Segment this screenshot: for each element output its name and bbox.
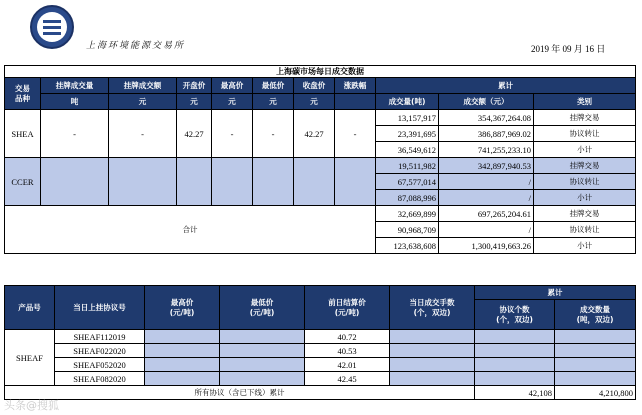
settle-price-cell: 40.53	[305, 344, 390, 358]
category-cell: 挂牌交易	[534, 110, 636, 126]
listed-amount-cell	[109, 158, 177, 206]
col-high: 最高价	[212, 78, 253, 94]
contract-cell: SHEAF022020	[55, 344, 145, 358]
low-price-cell	[253, 158, 294, 206]
low-price-cell	[220, 358, 305, 372]
col-cumulative: 累计	[376, 78, 636, 94]
category-cell: 小计	[534, 190, 636, 206]
category-cell: 挂牌交易	[534, 158, 636, 174]
cum-volume-cell	[555, 358, 636, 372]
open-price-cell	[177, 158, 212, 206]
table-row	[5, 386, 636, 400]
cum-contracts-cell	[475, 372, 555, 386]
col-low-unit: (元/吨)	[249, 307, 275, 317]
cum-volume-cell: 13,157,917	[376, 110, 439, 126]
cum-amount-cell: 342,897,940.53	[439, 158, 534, 174]
product-sheaf: SHEAF	[5, 330, 55, 386]
change-cell	[335, 158, 376, 206]
col-contract: 当日上挂协议号	[55, 286, 145, 330]
cum-volume-cell: 36,549,612	[376, 142, 439, 158]
day-volume-cell	[390, 344, 475, 358]
total-label: 所有协议（含已下线）累计	[5, 386, 475, 400]
total-label: 合计	[5, 206, 376, 254]
table-row	[5, 158, 636, 174]
col-close: 收盘价	[294, 78, 335, 94]
unit-high: 元	[212, 94, 253, 110]
low-price-cell	[220, 372, 305, 386]
col-high-unit: (元/吨)	[169, 307, 195, 317]
col-cum-volume-unit: (吨，双边)	[576, 314, 614, 324]
category-cell: 小计	[534, 142, 636, 158]
high-price-cell	[145, 330, 220, 344]
col-cum-contracts-unit: (个，双边)	[496, 314, 533, 324]
cum-amount-cell: 697,265,204.61	[439, 206, 534, 222]
cum-amount-cell: 386,887,969.02	[439, 126, 534, 142]
col-settle-label: 前日结算价	[328, 297, 366, 307]
exchange-name: 上海环境能源交易所	[86, 41, 186, 51]
col-change: 涨跌幅	[335, 78, 376, 94]
cum-amount-cell: 741,255,233.10	[439, 142, 534, 158]
listed-volume-cell: -	[41, 110, 109, 158]
col-settle-unit: (元/吨)	[334, 307, 360, 317]
unit-listed-amount: 元	[109, 94, 177, 110]
cum-volume-cell	[555, 330, 636, 344]
open-price-cell: 42.27	[177, 110, 212, 158]
report-date: 2019 年 09 月 16 日	[531, 44, 606, 54]
low-price-cell	[220, 344, 305, 358]
col-product: 交易 品种	[5, 78, 41, 110]
col-cum-volume-label: 成交数量	[580, 304, 610, 314]
product-ccer: CCER	[5, 158, 41, 206]
cum-volume-cell: 123,638,608	[376, 238, 439, 254]
col-high	[145, 286, 220, 330]
day-volume-cell	[390, 372, 475, 386]
change-cell: -	[335, 110, 376, 158]
cum-volume-cell	[555, 344, 636, 358]
table-row	[5, 372, 636, 386]
contract-cell: SHEAF082020	[55, 372, 145, 386]
cum-contracts-cell	[475, 330, 555, 344]
col-settle	[305, 286, 390, 330]
col-cum-volume	[555, 300, 636, 330]
col-cumulative: 累计	[475, 286, 636, 300]
col-product-code: 产品号	[5, 286, 55, 330]
contract-cell: SHEAF112019	[55, 330, 145, 344]
unit-low: 元	[253, 94, 294, 110]
cum-amount-cell: 354,367,264.08	[439, 110, 534, 126]
table-row	[5, 344, 636, 358]
unit-listed-volume: 吨	[41, 94, 109, 110]
cum-volume-cell: 23,391,695	[376, 126, 439, 142]
high-price-cell	[145, 344, 220, 358]
product-shea: SHEA	[5, 110, 41, 158]
low-price-cell: -	[253, 110, 294, 158]
col-cum-volume: 成交量(吨)	[376, 94, 439, 110]
category-cell: 协议转让	[534, 222, 636, 238]
cum-volume-cell: 67,577,014	[376, 174, 439, 190]
day-volume-cell	[390, 358, 475, 372]
high-price-cell	[145, 372, 220, 386]
settle-price-cell: 42.01	[305, 358, 390, 372]
cum-amount-cell: /	[439, 222, 534, 238]
cum-volume-cell	[555, 372, 636, 386]
table-title: 上海碳市场每日成交数据	[5, 66, 636, 78]
listed-amount-cell: -	[109, 110, 177, 158]
col-high-label: 最高价	[170, 297, 194, 307]
low-price-cell	[220, 330, 305, 344]
cum-amount-cell: /	[439, 190, 534, 206]
total-volume: 4,210,800	[555, 386, 636, 400]
daily-trading-table	[4, 65, 636, 254]
report-header	[0, 0, 642, 70]
category-cell: 协议转让	[534, 126, 636, 142]
cum-volume-cell: 87,088,996	[376, 190, 439, 206]
forward-contract-table	[4, 285, 636, 400]
col-day-volume-unit: (个，双边)	[413, 307, 451, 317]
cum-volume-cell: 19,511,982	[376, 158, 439, 174]
close-price-cell: 42.27	[294, 110, 335, 158]
cum-amount-cell: /	[439, 174, 534, 190]
col-open: 开盘价	[177, 78, 212, 94]
cum-contracts-cell	[475, 344, 555, 358]
cum-contracts-cell	[475, 358, 555, 372]
total-contracts: 42,108	[475, 386, 555, 400]
cum-amount-cell: 1,300,419,663.26	[439, 238, 534, 254]
day-volume-cell	[390, 330, 475, 344]
col-cum-contracts	[475, 300, 555, 330]
col-low-label: 最低价	[250, 297, 274, 307]
col-day-volume	[390, 286, 475, 330]
high-price-cell	[212, 158, 253, 206]
settle-price-cell: 42.45	[305, 372, 390, 386]
close-price-cell	[294, 158, 335, 206]
high-price-cell: -	[212, 110, 253, 158]
watermark: 头条@搜狐	[4, 399, 59, 412]
category-cell: 协议转让	[534, 174, 636, 190]
unit-open: 元	[177, 94, 212, 110]
cum-volume-cell: 32,669,899	[376, 206, 439, 222]
col-cum-contracts-label: 协议个数	[499, 304, 530, 314]
col-day-volume-label: 当日成交手数	[409, 297, 455, 307]
table-row	[5, 110, 636, 126]
sge-logo-icon	[29, 4, 75, 50]
col-low: 最低价	[253, 78, 294, 94]
high-price-cell	[145, 358, 220, 372]
category-cell: 挂牌交易	[534, 206, 636, 222]
settle-price-cell: 40.72	[305, 330, 390, 344]
col-listed-volume: 挂牌成交量	[41, 78, 109, 94]
unit-close: 元	[294, 94, 335, 110]
col-low	[220, 286, 305, 330]
table-row	[5, 206, 636, 222]
contract-cell: SHEAF052020	[55, 358, 145, 372]
table-row	[5, 330, 636, 344]
col-category: 类别	[534, 94, 636, 110]
col-listed-amount: 挂牌成交额	[109, 78, 177, 94]
table-row	[5, 358, 636, 372]
col-cum-amount: 成交额（元）	[439, 94, 534, 110]
cum-volume-cell: 90,968,709	[376, 222, 439, 238]
listed-volume-cell	[41, 158, 109, 206]
category-cell: 小计	[534, 238, 636, 254]
unit-change	[335, 94, 376, 110]
